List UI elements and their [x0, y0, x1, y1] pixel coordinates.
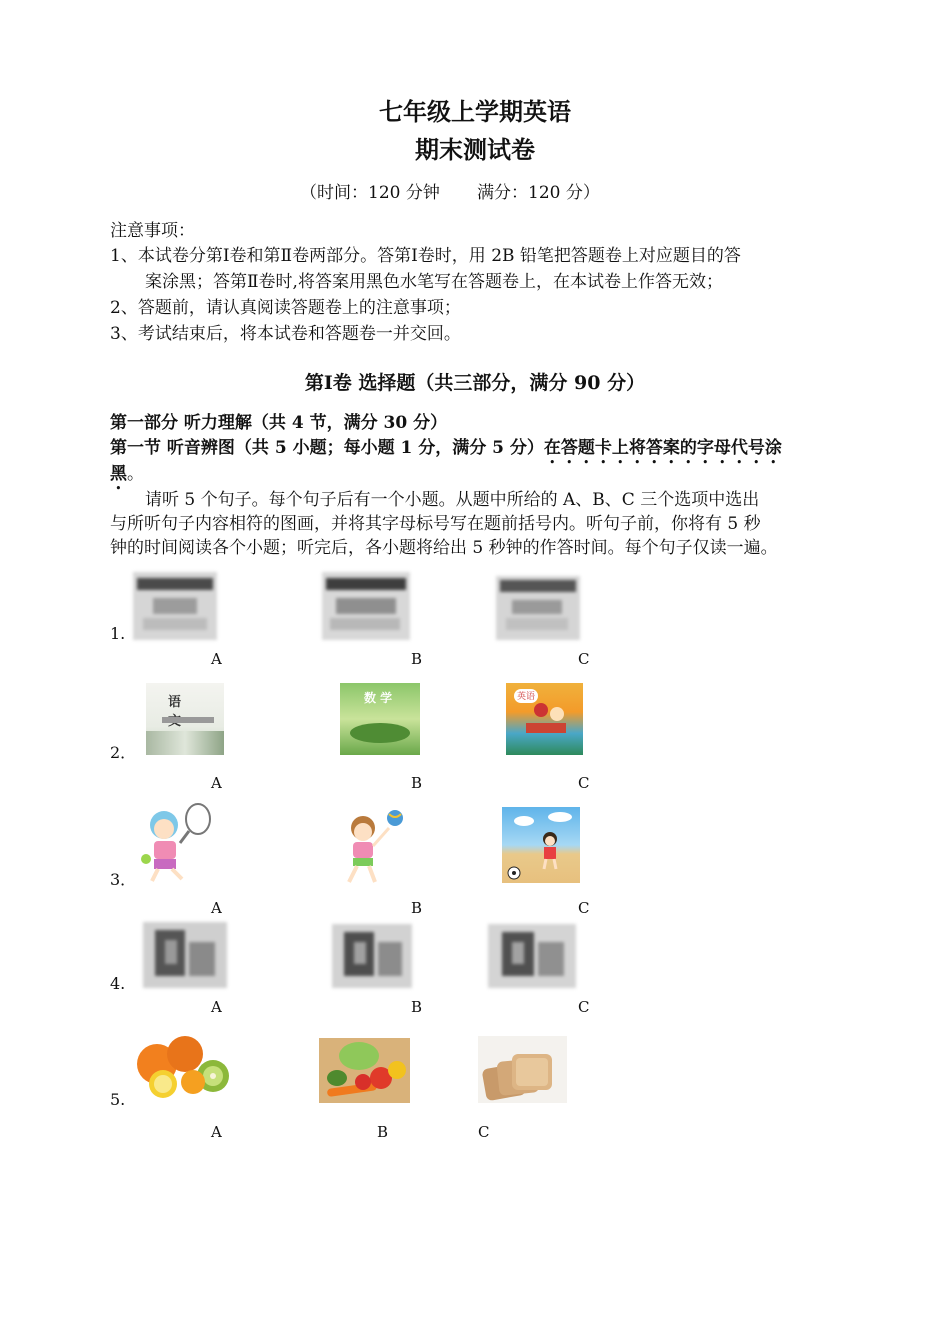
bread-image [478, 1036, 567, 1103]
blurred-image-option-a [143, 922, 227, 988]
question-number: 1. [110, 624, 126, 643]
question-number: 4. [110, 974, 126, 993]
blurred-image-option-b [332, 924, 412, 988]
option-a-label: A [211, 650, 222, 668]
instructions-line-2: 与所听句子内容相符的图画，并将其字母标号写在题前括号内。听句子前，你将有 5 秒 [110, 514, 761, 534]
question-number: 3． [110, 870, 137, 889]
volume-title: 第Ⅰ卷 选择题（共三部分，满分 90 分） [304, 372, 646, 394]
section1-emphasis: 在答题卡上将答案的字母代号涂 [543, 438, 782, 458]
instructions-line-1: 请听 5 个句子。每个句子后有一个小题。从题中所给的 A、B、C 三个选项中选出 [145, 490, 760, 510]
textbook-title: 语 [168, 695, 182, 710]
fruits-image [133, 1032, 233, 1102]
blurred-image-option-b [322, 572, 410, 640]
section1-heading [110, 436, 782, 468]
option-a-label: A [211, 998, 222, 1016]
option-b-label: B [411, 650, 423, 668]
textbook-title: 数 学 [364, 691, 393, 705]
english-textbook-image [506, 683, 583, 755]
option-c-label: C [578, 899, 590, 917]
girl-on-beach-image [502, 807, 580, 883]
notice-item-2: 2、答题前，请认真阅读答题卷上的注意事项； [110, 298, 461, 318]
section1-emphasis-cont: 黑 [110, 464, 127, 484]
option-b-label: B [411, 899, 423, 917]
girl-playing-volleyball-image [333, 808, 407, 884]
exam-subtitle: 期末测试卷 [415, 135, 535, 164]
notice-heading: 注意事项： [110, 221, 195, 241]
notice-item-1-cont: 案涂黑；答第Ⅱ卷时,将答案用黑色水笔写在答题卷上，在本试卷上作答无效； [145, 272, 723, 292]
option-c-label: C [578, 998, 590, 1016]
notice-item-1: 1、本试卷分第Ⅰ卷和第Ⅱ卷两部分。答第Ⅰ卷时，用 2B 铅笔把答题卷上对应题目的答 [110, 246, 741, 266]
instructions-line-3: 钟的时间阅读各个小题；听完后，各小题将给出 5 秒钟的作答时间。每个句子仅读一遍。 [110, 538, 778, 558]
option-a-label: A [211, 774, 222, 792]
section1-heading-cont [110, 462, 144, 494]
time-info: （时间：120 分钟 [300, 183, 440, 203]
question-number: 2． [110, 743, 137, 762]
option-a-label: A [211, 1123, 222, 1141]
math-textbook-image [340, 683, 420, 755]
section1-period: 。 [127, 464, 144, 484]
score-info: 满分：120 分） [477, 183, 600, 203]
blurred-image-option-c [496, 576, 580, 640]
part1-heading: 第一部分 听力理解（共 4 节，满分 30 分） [110, 413, 448, 433]
exam-title: 七年级上学期英语 [379, 97, 571, 126]
option-c-label: C [578, 650, 590, 668]
textbook-title: 英语 [514, 689, 538, 703]
section1-prefix: 第一节 听音辨图（共 5 小题；每小题 1 分，满分 5 分） [110, 438, 544, 458]
blurred-image-option-c [488, 924, 576, 988]
girl-playing-tennis-image [136, 803, 218, 883]
chinese-textbook-image [146, 683, 224, 755]
option-a-label: A [211, 899, 222, 917]
question-number: 5. [110, 1090, 126, 1109]
option-b-label: B [377, 1123, 389, 1141]
option-c-label: C [478, 1123, 490, 1141]
vegetables-image [319, 1038, 410, 1103]
option-b-label: B [411, 774, 423, 792]
option-b-label: B [411, 998, 423, 1016]
blurred-image-option-a [133, 572, 217, 640]
notice-item-3: 3、考试结束后，将本试卷和答题卷一并交回。 [110, 324, 461, 344]
option-c-label: C [578, 774, 590, 792]
